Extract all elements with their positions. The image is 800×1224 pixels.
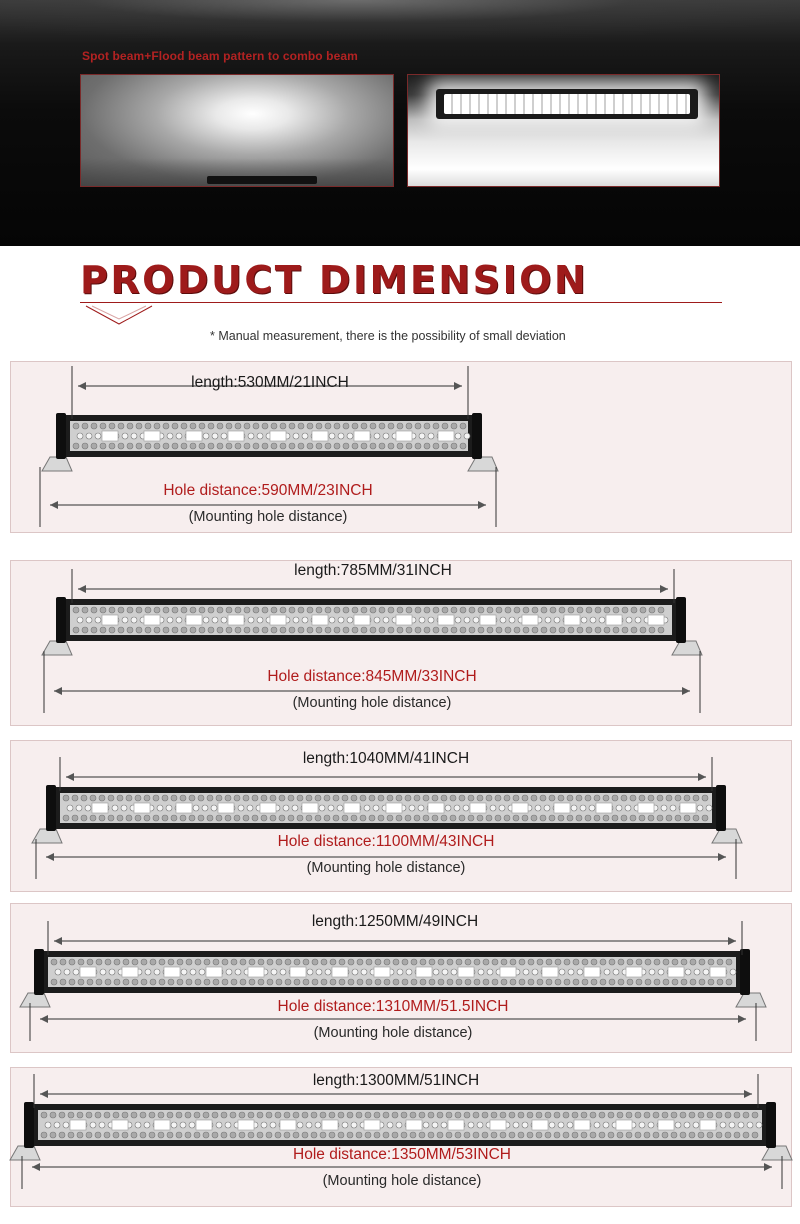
mounting-hole-label: (Mounting hole distance) bbox=[306, 860, 466, 876]
hole-distance-label: Hole distance:1350MM/53INCH bbox=[293, 1146, 511, 1163]
mounting-hole-label: (Mounting hole distance) bbox=[188, 509, 348, 525]
length-label: length:1250MM/49INCH bbox=[311, 913, 479, 930]
measurement-note: * Manual measurement, there is the possibility of small deviation bbox=[210, 329, 566, 343]
banner-caption: Spot beam+Flood beam pattern to combo beam bbox=[82, 49, 358, 63]
mounting-hole-label: (Mounting hole distance) bbox=[322, 1173, 482, 1189]
length-label: length:785MM/31INCH bbox=[294, 562, 452, 579]
page-title: PRODUCT DIMENSION bbox=[80, 258, 589, 302]
hole-distance-label: Hole distance:845MM/33INCH bbox=[267, 668, 477, 685]
hole-distance-label: Hole distance:1100MM/43INCH bbox=[277, 833, 495, 850]
hole-distance-label: Hole distance:1310MM/51.5INCH bbox=[277, 998, 509, 1015]
length-label: length:1040MM/41INCH bbox=[302, 750, 470, 767]
mounting-hole-label: (Mounting hole distance) bbox=[313, 1025, 473, 1041]
mounting-bracket bbox=[762, 1146, 792, 1160]
mounting-bracket bbox=[10, 1146, 40, 1160]
length-label: length:1300MM/51INCH bbox=[312, 1072, 480, 1089]
hole-distance-label: Hole distance:590MM/23INCH bbox=[163, 482, 373, 499]
mounting-hole-label: (Mounting hole distance) bbox=[292, 695, 452, 711]
length-label: length:530MM/21INCH bbox=[191, 374, 349, 391]
